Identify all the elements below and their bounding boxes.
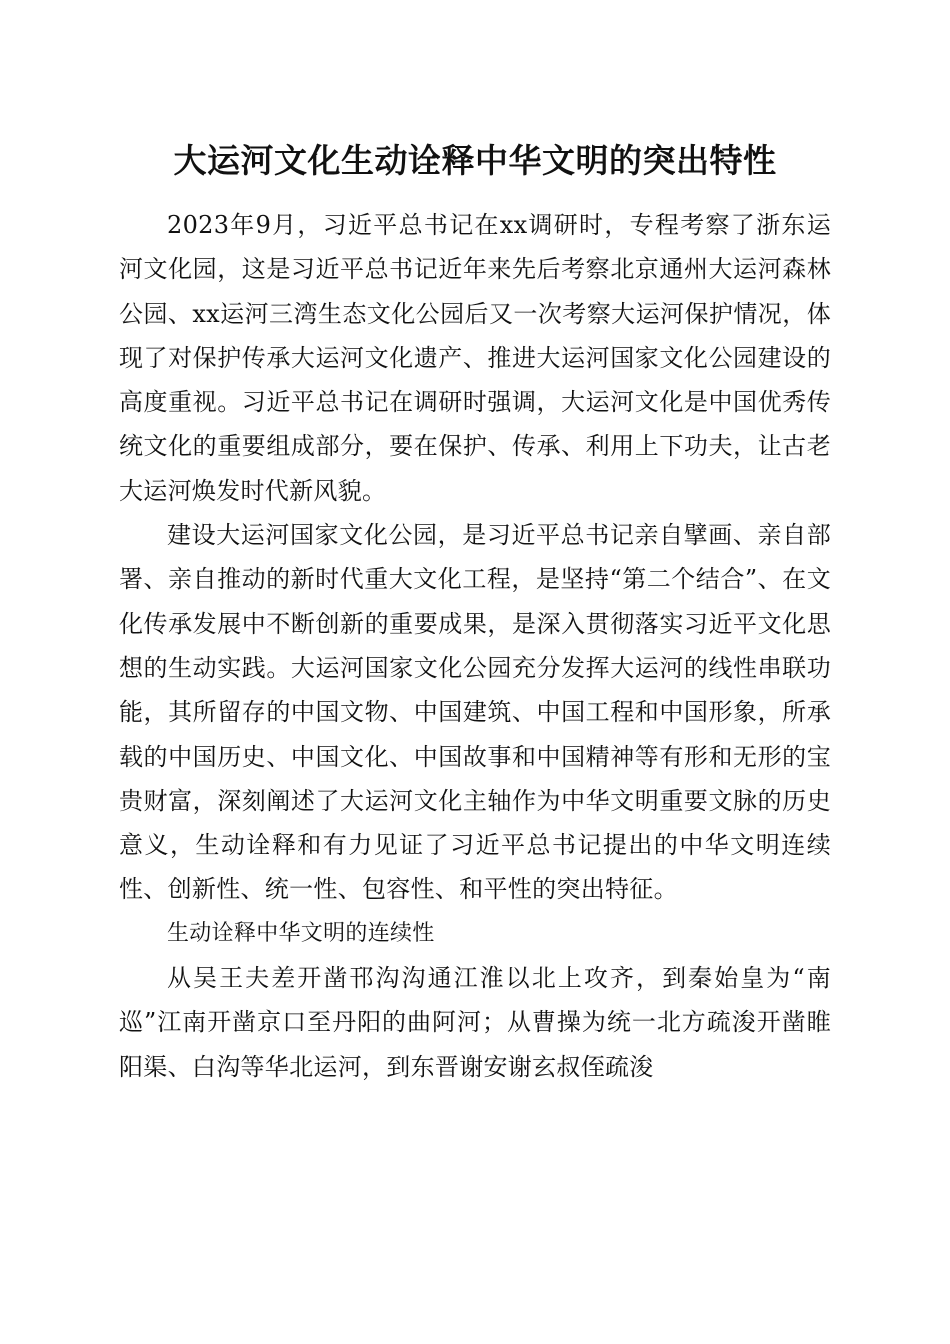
paragraph-continuity: 从吴王夫差开凿邗沟沟通江淮以北上攻齐，到秦始皇为“南巡”江南开凿京口至丹阳的曲阿河；从曹操为统一北方疏浚开凿睢阳渠、白沟等华北运河，到东晋谢安谢玄叔侄疏浚	[119, 964, 831, 1081]
document-title: 大运河文化生动诠释中华文明的突出特性	[173, 141, 777, 180]
paragraph-park-construction: 建设大运河国家文化公园，是习近平总书记亲自擘画、亲自部署、亲自推动的新时代重大文化工程，是坚持“第二个结合”、在文化传承发展中不断创新的重要成果，是深入贯彻落实习近平文化思想的生动实践。大运河国家文化公园充分发挥大运河的线性串联功能，其所留存的中国文物、中国建筑、中国工程和中国形象，所承载的中国历史、中国文化、中国故事和中国精神等有形和无形的宝贵财富，深刻阐述了大运河文化主轴作为中华文明重要文脉的历史意义，生动诠释和有力见证了习近平总书记提出的中华文明连续性、创新性、统一性、包容性、和平性的突出特征。	[119, 521, 831, 904]
paragraph-intro: 2023年9月，习近平总书记在xx调研时，专程考察了浙东运河文化园，这是习近平总书记近年来先后考察北京通州大运河森林公园、xx运河三湾生态文化公园后又一次考察大运河保护情况，体现了对保护传承大运河文化遗产、推进大运河国家文化公园建设的高度重视。习近平总书记在调研时强调，大运河文化是中国优秀传统文化的重要组成部分，要在保护、传承、利用上下功夫，让古老大运河焕发时代新风貌。	[119, 211, 831, 505]
section-heading-continuity: 生动诠释中华文明的连续性	[167, 920, 435, 946]
document-body	[119, 203, 831, 1089]
